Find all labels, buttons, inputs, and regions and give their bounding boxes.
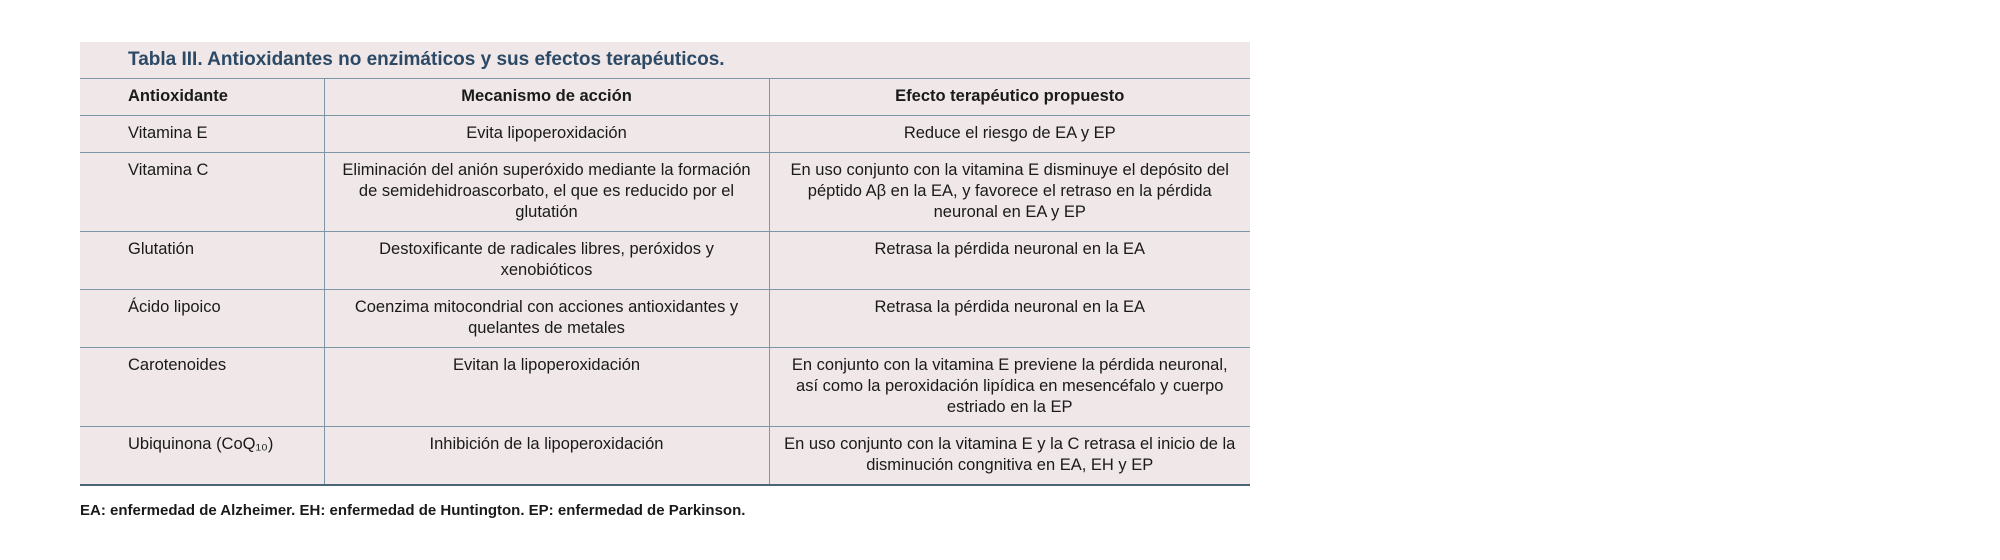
cell-antioxidant: Vitamina E (80, 116, 324, 153)
table-row (80, 153, 1250, 232)
header-effect: Efecto terapéutico propuesto (769, 79, 1250, 116)
cell-antioxidant: Glutatión (80, 232, 324, 290)
header-mechanism: Mecanismo de acción (324, 79, 769, 116)
table-title: Tabla III. Antioxidantes no enzimáticos y sus efectos terapéuticos. (80, 42, 1250, 79)
antioxidants-table (80, 42, 1250, 486)
cell-mechanism: Evita lipoperoxidación (324, 116, 769, 153)
table-footnote: EA: enfermedad de Alzheimer. EH: enfermedad de Huntington. EP: enfermedad de Parkinson. (80, 502, 746, 519)
cell-antioxidant: Ubiquinona (CoQ₁₀) (80, 427, 324, 485)
cell-effect: En uso conjunto con la vitamina E disminuye el depósito del péptido Aβ en la EA, y favorece el retraso en la pérdida neuronal en EA y EP (769, 153, 1250, 232)
table-row (80, 290, 1250, 348)
table-row (80, 427, 1250, 485)
cell-effect: En conjunto con la vitamina E previene la pérdida neuronal, así como la peroxidación lipídica en mesencéfalo y cuerpo estriado en la EP (769, 348, 1250, 427)
data-table (80, 79, 1250, 484)
cell-effect: Reduce el riesgo de EA y EP (769, 116, 1250, 153)
cell-mechanism: Coenzima mitocondrial con acciones antioxidantes y quelantes de metales (324, 290, 769, 348)
cell-antioxidant: Carotenoides (80, 348, 324, 427)
table-row (80, 348, 1250, 427)
cell-mechanism: Inhibición de la lipoperoxidación (324, 427, 769, 485)
cell-antioxidant: Vitamina C (80, 153, 324, 232)
cell-antioxidant: Ácido lipoico (80, 290, 324, 348)
cell-effect: Retrasa la pérdida neuronal en la EA (769, 232, 1250, 290)
cell-mechanism: Evitan la lipoperoxidación (324, 348, 769, 427)
cell-effect: En uso conjunto con la vitamina E y la C retrasa el inicio de la disminución congnitiva en EA, EH y EP (769, 427, 1250, 485)
header-antioxidant: Antioxidante (128, 87, 228, 105)
cell-mechanism: Destoxificante de radicales libres, peróxidos y xenobióticos (324, 232, 769, 290)
cell-mechanism: Eliminación del anión superóxido mediante la formación de semidehidroascorbato, el que es reducido por el glutatión (324, 153, 769, 232)
table-row (80, 116, 1250, 153)
cell-effect: Retrasa la pérdida neuronal en la EA (769, 290, 1250, 348)
header-row (80, 79, 1250, 116)
table-row (80, 232, 1250, 290)
